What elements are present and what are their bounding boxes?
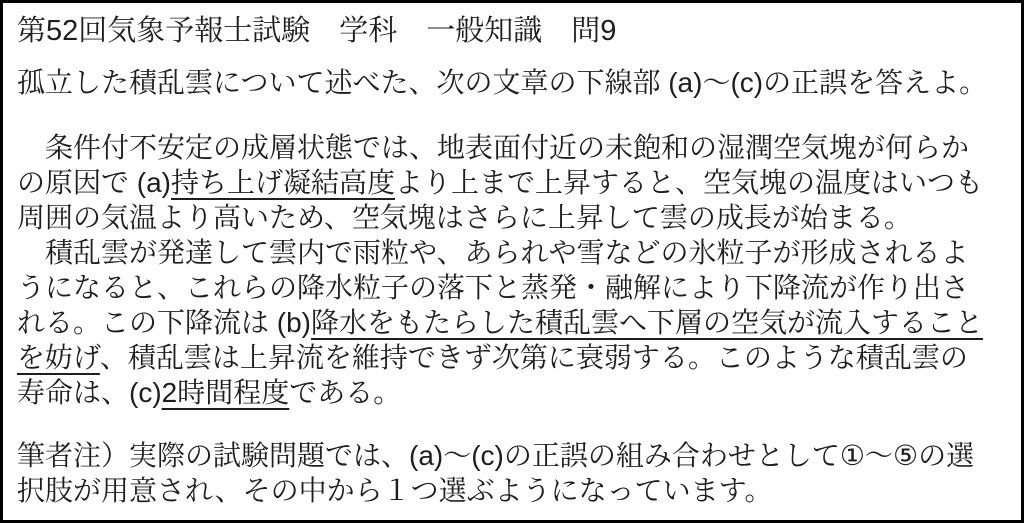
marker-c: (c)	[129, 377, 162, 408]
marker-b: (b)	[276, 307, 312, 338]
paragraph2-line3-pre: れる。この下降流は	[17, 307, 277, 338]
paragraph1-line2-pre: の原因で	[17, 167, 137, 198]
paragraph2-line5-post: である。	[289, 377, 402, 408]
question-title: 第52回気象予報士試験 学科 一般知識 問9	[17, 15, 617, 47]
question-intro: 孤立した積乱雲について述べた、次の文章の下線部 (a)～(c)の正誤を答えよ。	[17, 67, 988, 98]
paragraph2-line5-pre: 寿命は、	[17, 377, 130, 408]
paragraph2-line4-post: 、積乱雲は上昇流を維持できず次第に衰弱する。このような積乱雲の	[99, 342, 968, 373]
paragraph2-line2: うになると、これらの降水粒子の落下と蒸発・融解により下降流が作り出さ	[17, 272, 970, 303]
paragraph2-line3	[17, 305, 1007, 340]
underlined-term-b-part1: 降水をもたらした積乱雲へ下層の空気が流入すること	[311, 307, 984, 338]
paragraph1-line1: 条件付不安定の成層状態では、地表面付近の未飽和の湿潤空気塊が何らか	[17, 132, 970, 163]
paragraph1-line2-post: より上まで上昇すると、空気塊の温度はいつも	[395, 167, 984, 198]
underlined-term-c: 2時間程度	[161, 377, 290, 408]
author-note	[17, 438, 1007, 508]
paragraph2-line1: 積乱雲が発達して雲内で雨粒や、あられや雪などの氷粒子が形成されるよ	[17, 237, 969, 268]
author-note-line2: 択肢が用意され、その中から１つ選ぶようになっています。	[17, 475, 773, 506]
underlined-term-b-part2: を妨げ	[17, 342, 100, 373]
paragraph1-line2	[17, 165, 1007, 200]
paragraph1-line3: 周囲の気温より高いため、空気塊はさらに上昇して雲の成長が始まる。	[17, 202, 912, 233]
author-note-line1: 筆者注）実際の試験問題では、(a)～(c)の正誤の組み合わせとして①～⑤の選	[17, 440, 975, 471]
marker-a: (a)	[136, 167, 172, 198]
paragraph2-line4	[17, 340, 1007, 375]
underlined-term-a: 持ち上げ凝結高度	[171, 167, 396, 198]
paragraph2-line5	[17, 375, 1007, 410]
question-body	[17, 130, 1007, 410]
